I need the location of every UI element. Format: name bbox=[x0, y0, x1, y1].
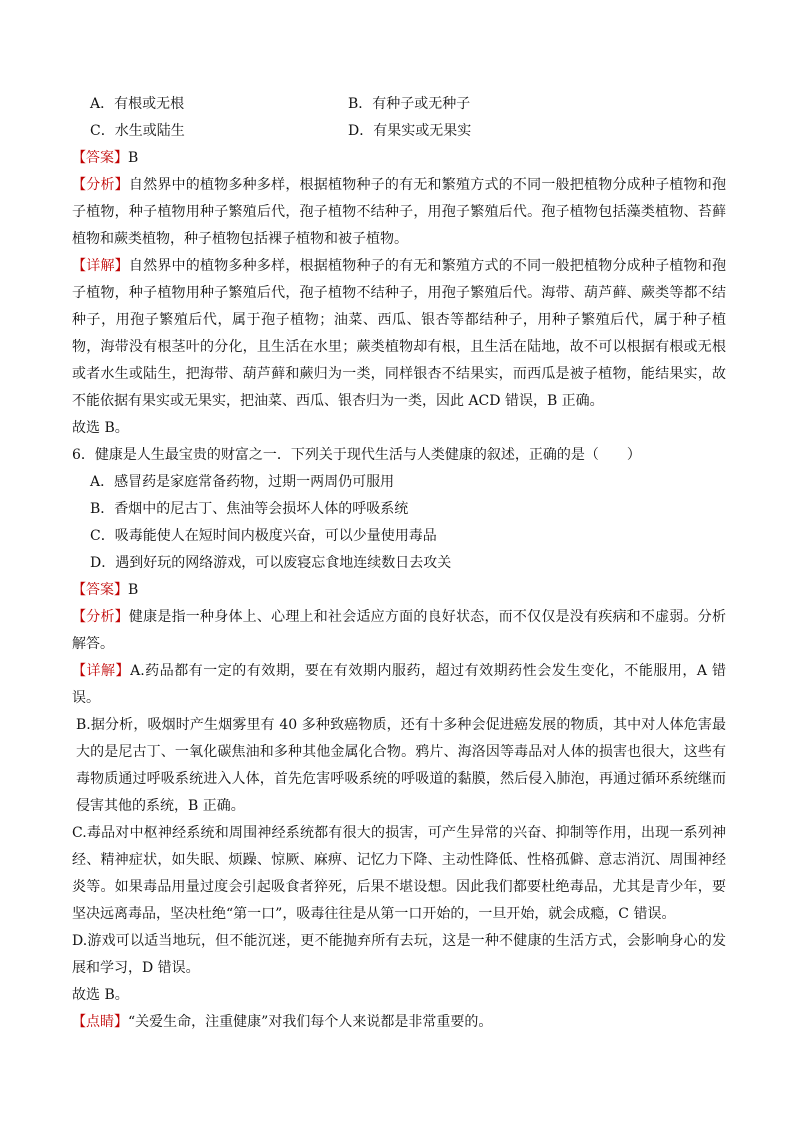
q5-option-c: C．水生或陆生 bbox=[90, 123, 185, 139]
answer-tag: 【答案】 bbox=[72, 150, 128, 166]
q6-analysis bbox=[72, 604, 726, 658]
q6-option-c: C．吸毒能使人在短时间内极度兴奋，可以少量使用毒品 bbox=[90, 528, 437, 544]
q6-option-d: D．遇到好玩的网络游戏，可以废寝忘食地连续数日去攻关 bbox=[90, 555, 452, 571]
answer-tag: 【答案】 bbox=[72, 582, 128, 598]
q6-answer bbox=[72, 577, 726, 604]
detail-text: 自然界中的植物多种多样，根据植物种子的有无和繁殖方式的不同一般把植物分成种子植物和孢子植物，种子植物用种子繁殖后代，孢子植物不结种子，用孢子繁殖后代。海带、葫芦藓、蕨类等都不结种子，用孢子繁殖后代，属于孢子植物；油菜、西瓜、银杏等都结种子，用种子繁殖后代，属于种子植物，海带没有根茎叶的分化，且生活在水里；蕨类植物却有根，且生活在陆地，故不可以根据有根或无根或者水生或陆生，把海带、葫芦藓和蕨归为一类，同样银杏不结果实，而西瓜是被子植物，能结果实，故不能依据有果实或无果实，把油菜、西瓜、银杏归为一类，因此 ACD 错误，B 正确。 bbox=[72, 258, 726, 409]
comment-text: “关爱生命，注重健康”对我们每个人来说都是非常重要的。 bbox=[128, 1014, 493, 1030]
comment-tag: 【点睛】 bbox=[72, 1014, 128, 1030]
q5-options bbox=[72, 91, 726, 145]
q6-detail-c: C.毒品对中枢神经系统和周围神经系统都有很大的损害，可产生异常的兴奋、抑制等作用，出现一系列神经、精神症状，如失眠、烦躁、惊厥、麻痹、记忆力下降、主动性降低、性格孤僻、意志消沉、周围神经炎等。如果毒品用量过度会引起吸食者猝死，后果不堪设想。因此我们都要杜绝毒品，尤其是青少年，要坚决远离毒品，坚决杜绝“第一口”，吸毒往往是从第一口开始的，一旦开始，就会成瘾，C 错误。 bbox=[72, 825, 726, 922]
analysis-tag: 【分析】 bbox=[72, 609, 129, 625]
q5-detail bbox=[72, 253, 726, 415]
q5-answer bbox=[72, 145, 726, 172]
q5-option-a: A．有根或无根 bbox=[90, 96, 185, 112]
q6-option-a: A．感冒药是家庭常备药物，过期一两周仍可服用 bbox=[90, 474, 395, 490]
document-page bbox=[72, 91, 726, 1036]
answer-value: B bbox=[128, 582, 139, 598]
q6-conclusion: 故选 B。 bbox=[72, 987, 129, 1003]
q6-option-b: B．香烟中的尼古丁、焦油等会损坏人体的呼吸系统 bbox=[90, 501, 409, 517]
q5-option-d: D．有果实或无果实 bbox=[348, 123, 472, 139]
q5-analysis bbox=[72, 172, 726, 253]
analysis-tag: 【分析】 bbox=[72, 177, 129, 193]
detail-tag: 【详解】 bbox=[72, 663, 131, 679]
analysis-text: 自然界中的植物多种多样，根据植物种子的有无和繁殖方式的不同一般把植物分成种子植物和孢子植物，种子植物用种子繁殖后代，孢子植物不结种子，用孢子繁殖后代。孢子植物包括藻类植物、苔藓植物和蕨类植物，种子植物包括裸子植物和被子植物。 bbox=[72, 177, 726, 247]
analysis-text: 健康是指一种身体上、心理上和社会适应方面的良好状态，而不仅仅是没有疾病和不虚弱。分析解答。 bbox=[72, 609, 726, 652]
q6-stem: 6．健康是人生最宝贵的财富之一．下列关于现代生活与人类健康的叙述，正确的是（ ） bbox=[72, 447, 641, 463]
q6-detail-d: D.游戏可以适当地玩，但不能沉迷，更不能抛弃所有去玩，这是一种不健康的生活方式，会影响身心的发展和学习，D 错误。 bbox=[72, 933, 726, 976]
q5-conclusion: 故选 B。 bbox=[72, 420, 129, 436]
q6-detail-b: B.据分析，吸烟时产生烟雾里有 40 多种致癌物质，还有十多种会促进癌发展的物质，其中对人体危害最大的是尼古丁、一氧化碳焦油和多种其他金属化合物。鸦片、海洛因等毒品对人体的损害也很大，这些有毒物质通过呼吸系统进入人体，首先危害呼吸系统的呼吸道的黏膜，然后侵入肺泡，再通过循环系统继而侵害其他的系统，B 正确。 bbox=[76, 717, 726, 814]
detail-a-text: A.药品都有一定的有效期，要在有效期内服药，超过有效期药性会发生变化，不能服用，A 错误。 bbox=[72, 663, 727, 706]
detail-tag: 【详解】 bbox=[72, 258, 129, 274]
q5-option-b: B．有种子或无种子 bbox=[348, 96, 471, 112]
q6-comment bbox=[72, 1009, 726, 1036]
q6-detail-a bbox=[72, 658, 726, 712]
answer-value: B bbox=[128, 150, 139, 166]
